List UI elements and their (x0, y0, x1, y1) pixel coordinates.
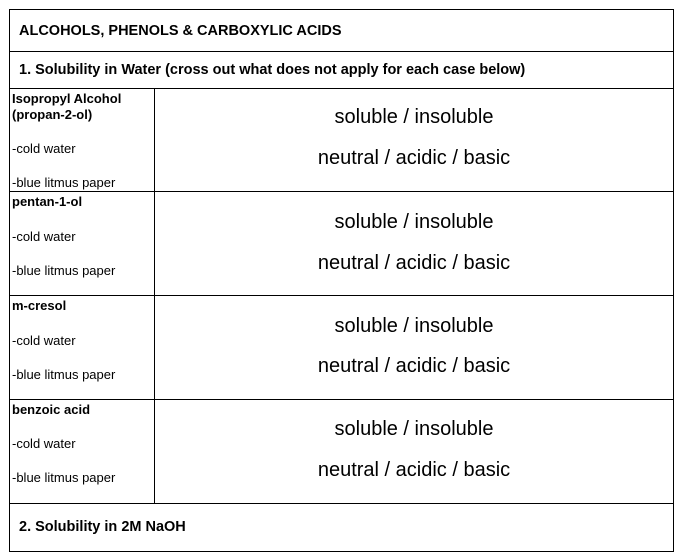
compound-row-m-cresol (10, 296, 673, 400)
acidity-options[interactable]: neutral / acidic / basic (317, 252, 511, 274)
test-blue-litmus: -blue litmus paper (12, 263, 116, 278)
solubility-options[interactable]: soluble / insoluble (334, 211, 494, 233)
compound-label-cell (10, 400, 155, 503)
answer-cell (155, 296, 673, 399)
test-cold-water: -cold water (12, 436, 76, 451)
compound-name: benzoic acid (12, 402, 91, 417)
acidity-options[interactable]: neutral / acidic / basic (317, 355, 511, 377)
acidity-options[interactable]: neutral / acidic / basic (317, 147, 511, 169)
section-1-heading: 1. Solubility in Water (cross out what does not apply for each case below) (10, 52, 673, 89)
test-blue-litmus: -blue litmus paper (12, 470, 116, 485)
test-cold-water: -cold water (12, 229, 76, 244)
worksheet-table (9, 9, 674, 552)
section-2-heading: 2. Solubility in 2M NaOH (10, 504, 673, 552)
answer-cell (155, 400, 673, 503)
compound-name: m-cresol (12, 298, 67, 313)
compound-name: Isopropyl Alcohol (propan-2-ol) (12, 91, 122, 122)
compound-label-cell (10, 89, 155, 191)
compound-name: pentan-1-ol (12, 194, 83, 209)
answer-cell (155, 192, 673, 295)
test-cold-water: -cold water (12, 333, 76, 348)
solubility-options[interactable]: soluble / insoluble (334, 418, 494, 440)
acidity-options[interactable]: neutral / acidic / basic (317, 459, 511, 481)
worksheet-title: ALCOHOLS, PHENOLS & CARBOXYLIC ACIDS (10, 10, 673, 52)
compound-row-pentan-1-ol (10, 192, 673, 296)
compound-label-cell (10, 296, 155, 399)
test-cold-water: -cold water (12, 141, 76, 156)
compound-row-benzoic-acid (10, 400, 673, 504)
test-blue-litmus: -blue litmus paper (12, 175, 116, 190)
answer-cell (155, 89, 673, 191)
test-blue-litmus: -blue litmus paper (12, 367, 116, 382)
compound-row-isopropyl-alcohol (10, 89, 673, 192)
solubility-options[interactable]: soluble / insoluble (334, 315, 494, 337)
compound-label-cell (10, 192, 155, 295)
solubility-options[interactable]: soluble / insoluble (334, 106, 494, 128)
